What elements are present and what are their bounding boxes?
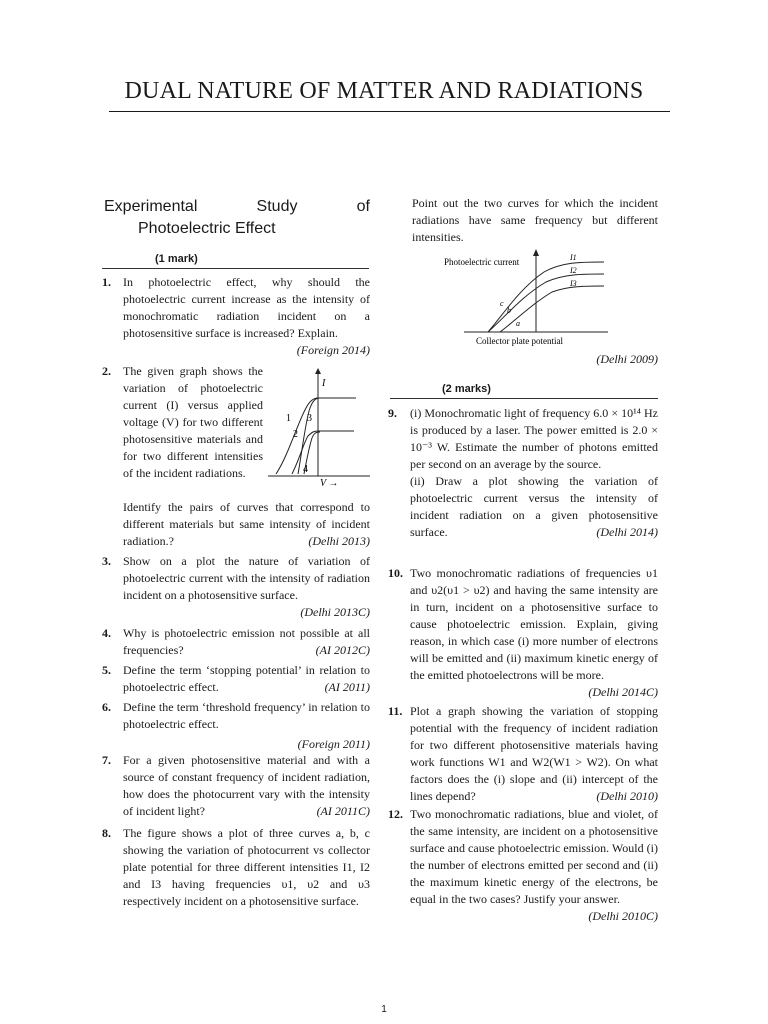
marks-label-2: (2 marks) <box>442 383 491 395</box>
curve-label: 4 <box>303 464 308 475</box>
curve-b <box>488 274 604 332</box>
question-text: For a given photosensitive material and with a source of constant frequency of incident radiation, how does the photocurrent vary with the intensity of incident light? <box>123 753 370 818</box>
page-number: 1 <box>381 1004 387 1015</box>
question-text: (i) Monochromatic light of frequency 6.0 × 10¹⁴ Hz is produced by a laser. The power emitted is 2.0 × 10⁻³ W. Estimate the number of photons emitted per second on an average by the source. <box>410 406 658 471</box>
curve-label: c <box>500 299 504 308</box>
question-source: (AI 2012C) <box>315 643 370 657</box>
question-source: (Delhi 2010C) <box>588 909 658 923</box>
curve-3 <box>298 398 320 474</box>
question-number: 5. <box>102 663 111 677</box>
question-number: 8. <box>102 826 111 840</box>
section-heading-word: of <box>356 198 370 215</box>
section-heading <box>104 196 370 240</box>
question-text: Two monochromatic radiations, blue and violet, of the same intensity, are incident on a photosensitive surface and cause photoelectric emission. Would (i) the number of electrons emitted per second and (ii) the maximum kinetic energy of the electrons, be equal in the two cases? Justify your answer. <box>410 807 658 906</box>
question-source: (Foreign 2014) <box>296 343 370 357</box>
marks-rule-1 <box>102 268 369 269</box>
question-source: (Delhi 2014) <box>596 525 658 539</box>
curve-label: b <box>507 306 511 315</box>
section-heading-word: Study <box>256 198 298 215</box>
page-title: DUAL NATURE OF MATTER AND RADIATIONS <box>124 78 644 104</box>
question-text-2: (ii) Draw a plot showing the variation of photoelectric current versus the intensity of incident radiation on a given photosensitive surface. <box>410 474 658 539</box>
curve-1 <box>276 398 356 474</box>
question-number: 11. <box>388 704 403 718</box>
question-source: (Foreign 2011) <box>297 737 370 751</box>
marks-label-1: (1 mark) <box>155 253 198 265</box>
intensity-label: I3 <box>570 279 577 288</box>
curve-label: 2 <box>293 429 298 440</box>
question-text-2: Identify the pairs of curves that correspond to different materials but same intensity of incident radiation.? <box>123 500 370 548</box>
marks-rule-2 <box>390 398 658 399</box>
question-source: (Delhi 2013C) <box>300 605 370 619</box>
question-text: Define the term ‘stopping potential’ in relation to photoelectric effect. <box>123 663 370 694</box>
curve-label: 3 <box>307 413 312 424</box>
question-8-continued <box>412 195 658 246</box>
question-source: (AI 2011C) <box>316 804 370 818</box>
question-text: Why is photoelectric emission not possible at all frequencies? <box>123 626 370 657</box>
question-text: In photoelectric effect, why should the photoelectric current increase as the intensity of monochromatic radiation incident on a photosensitive surface is increased? Explain. <box>123 275 370 340</box>
x-axis-label: Collector plate potential <box>476 336 563 346</box>
question-text: The figure shows a plot of three curves a, b, c showing the variation of photocurrent vs collector plate potential for three different intensities I1, I2 and I3 having frequencies υ1, υ2 and υ3 respectively incident on a photosensitive surface. <box>123 826 370 908</box>
x-axis-label: V → <box>320 478 339 489</box>
y-axis-arrow <box>315 368 321 374</box>
question-text: Show on a plot the nature of variation of photoelectric current with the intensity of radiation incident on a photosensitive surface. <box>123 554 370 602</box>
question-text: The given graph shows the variation of photoelectric current (I) versus applied voltage (V) for two different photosensitive materials and for two different intensities of the incident radiations. <box>123 364 263 480</box>
y-axis-label: I <box>322 378 326 389</box>
question-number: 6. <box>102 700 111 714</box>
y-axis-arrow <box>533 249 539 256</box>
question-number: 1. <box>102 275 111 289</box>
question-number: 10. <box>388 566 403 580</box>
question-number: 3. <box>102 554 111 568</box>
curve-c <box>488 262 604 332</box>
question-source: (Delhi 2009) <box>596 352 658 366</box>
intensity-label: I2 <box>570 266 577 275</box>
section-heading-word: Experimental <box>104 198 198 215</box>
question-source: (Delhi 2013) <box>308 534 370 548</box>
y-axis-label: Photoelectric current <box>444 257 520 267</box>
question-text: Point out the two curves for which the incident radiations have same frequency but different intensities. <box>412 196 658 244</box>
iv-graph <box>262 364 372 492</box>
question-number: 4. <box>102 626 111 640</box>
section-heading-line2: Photoelectric Effect <box>138 220 276 237</box>
curve-label: 1 <box>286 413 291 424</box>
question-text: Two monochromatic radiations of frequencies υ1 and υ2(υ1 > υ2) and having the same intensity are in turn, incident on a photosensitive surface to cause photoelectric emission. Explain, giving reason, in which case (i) more number of electrons will be emitted and (ii) maximum kinetic energy of the emitted photoelectrons will be more. <box>410 566 658 682</box>
question-number: 7. <box>102 753 111 767</box>
intensity-label: I1 <box>570 253 577 262</box>
question-source: (AI 2011) <box>324 680 370 694</box>
question-number: 9. <box>388 406 397 420</box>
question-source: (Delhi 2014C) <box>588 685 658 699</box>
question-number: 2. <box>102 364 111 378</box>
photocurrent-graph <box>440 246 610 350</box>
curve-label: a <box>516 319 520 328</box>
question-source: (Delhi 2010) <box>596 789 658 803</box>
question-text: Define the term ‘threshold frequency’ in relation to photoelectric effect. <box>123 700 370 731</box>
question-number: 12. <box>388 807 403 821</box>
question-text: Plot a graph showing the variation of stopping potential with the frequency of incident radiation for two different photosensitive materials having work functions W1 and W2(W1 > W2). On what factors does the (i) slope and (ii) intercept of the lines depend? <box>410 704 658 803</box>
title-underline <box>109 111 670 112</box>
